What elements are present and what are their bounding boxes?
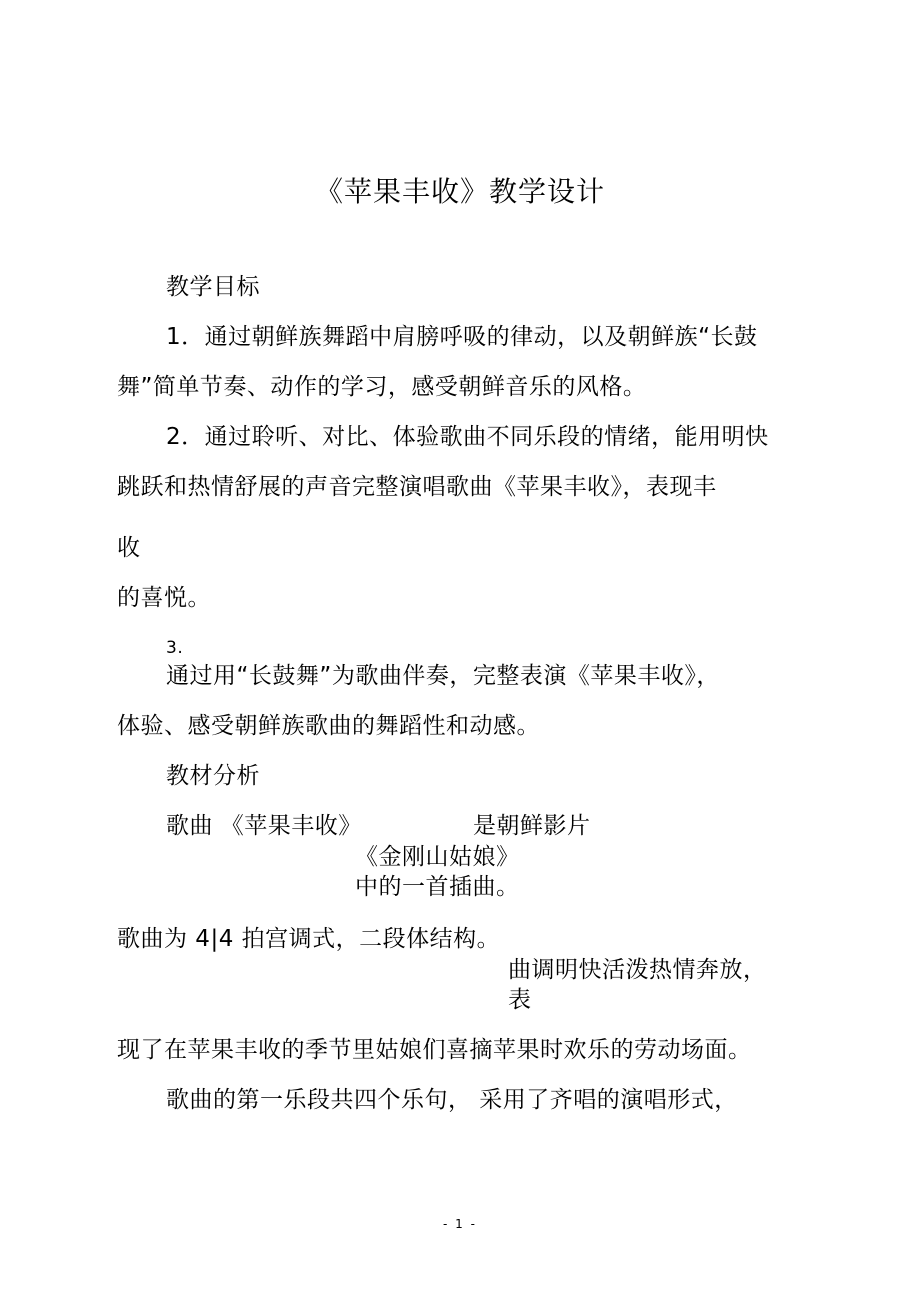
analysis-first-section: 歌曲的第一乐段共四个乐句， 采用了齐唱的演唱形式，	[166, 1087, 738, 1113]
document-title: 《苹果丰收》教学设计	[314, 175, 605, 208]
analysis-film-intro: 是朝鲜影片	[473, 813, 591, 839]
analysis-melody: 曲调明快活泼热情奔放，	[508, 957, 767, 983]
goal-1-line-2: 舞”简单节奏、动作的学习，感受朝鲜音乐的风格。	[117, 374, 647, 400]
goal-2-line-3: 收	[117, 535, 141, 561]
heading-teaching-goals: 教学目标	[166, 274, 260, 300]
goal-3-number: 3.	[166, 638, 184, 658]
goal-1-line-1: 1．通过朝鲜族舞蹈中肩膀呼吸的律动，以及朝鲜族“长鼓	[166, 324, 758, 350]
goal-2-line-2: 跳跃和热情舒展的声音完整演唱歌曲《苹果丰收》，表现丰	[117, 474, 717, 500]
analysis-interlude: 中的一首插曲。	[355, 874, 520, 900]
analysis-film-title: 《金刚山姑娘》	[355, 844, 520, 870]
goal-2-line-4: 的喜悦。	[117, 585, 211, 611]
goal-2-line-1: 2．通过聆听、对比、体验歌曲不同乐段的情绪，能用明快	[166, 424, 769, 450]
analysis-melody-cont: 表	[508, 987, 532, 1013]
goal-3-line-1: 通过用“长鼓舞”为歌曲伴奏，完整表演《苹果丰收》，	[166, 663, 720, 689]
analysis-scene: 现了在苹果丰收的季节里姑娘们喜摘苹果时欢乐的劳动场面。	[117, 1037, 752, 1063]
analysis-song-name: 歌曲 《苹果丰收》	[166, 813, 362, 839]
goal-3-line-2: 体验、感受朝鲜族歌曲的舞蹈性和动感。	[117, 713, 540, 739]
analysis-structure: 歌曲为 4|4 拍宫调式，二段体结构。	[117, 926, 501, 952]
page-number: - 1 -	[443, 1217, 477, 1231]
heading-material-analysis: 教材分析	[166, 763, 260, 789]
